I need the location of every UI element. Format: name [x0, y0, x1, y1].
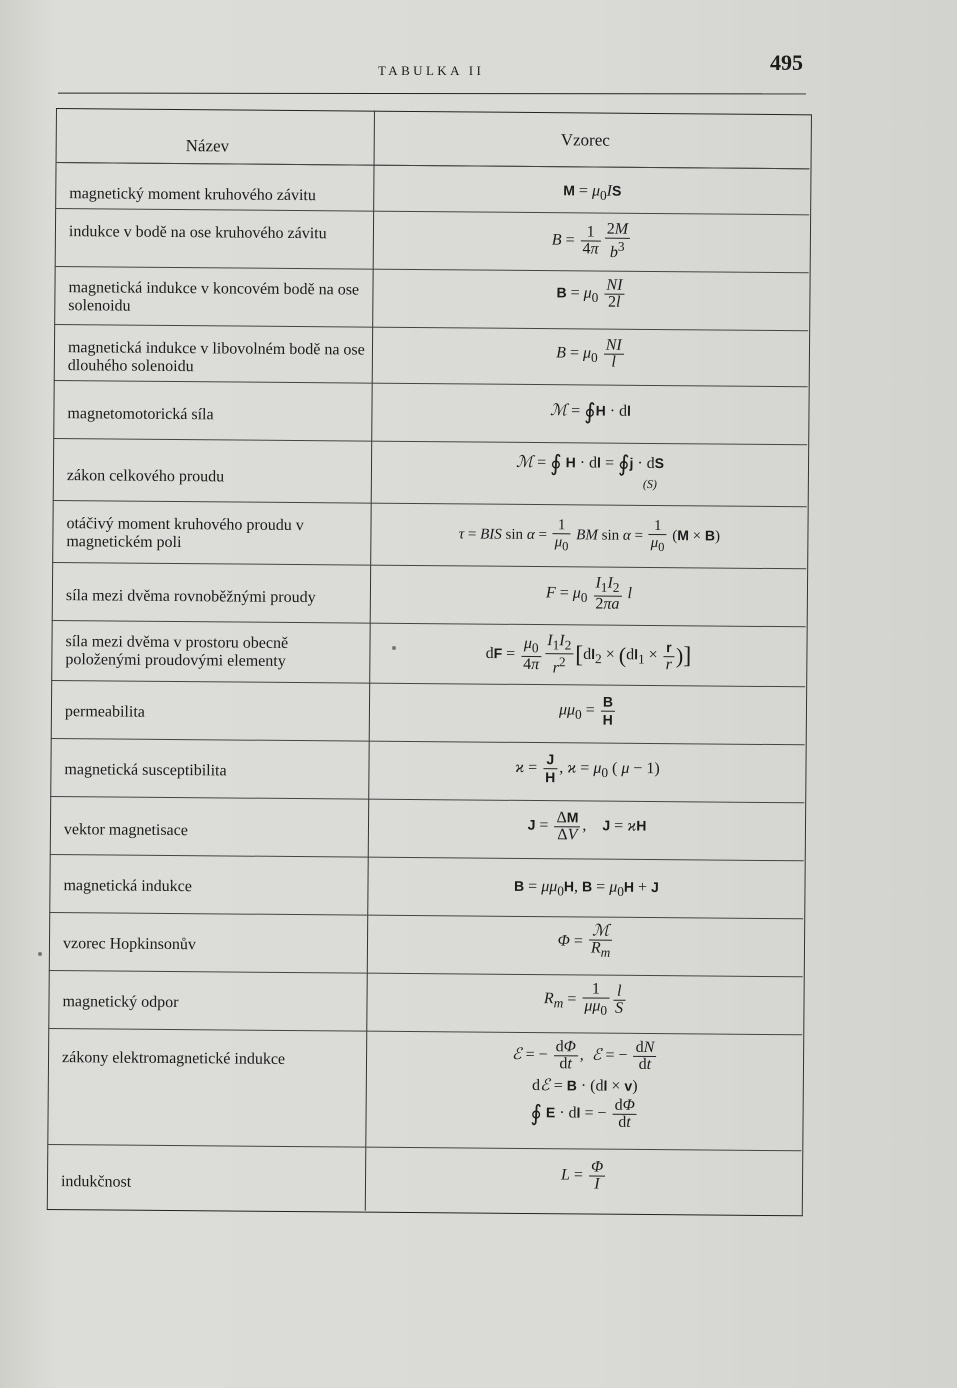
row-name: magnetomotorická síla — [67, 405, 214, 424]
row-formula: dF = $\frac{\mu_0}{4\pi}$ $\frac{I_1I_2}{r^2}$ [$dl_2 \times (dl_1$ × $\frac{r}{r}$ )] — [485, 632, 692, 677]
print-speck — [38, 952, 42, 956]
row-name: magnetická indukce v libovolném bodě na ose dlouhého solenoidu — [67, 339, 365, 376]
page-number: 495 — [770, 50, 803, 75]
row-formula: J = $\frac{\Delta M}{\Delta V}$ , J = ϰH — [527, 809, 647, 844]
row-formula: $F = \mu_0$ $\frac{I_1I_2}{2\pi a}$ l — [545, 574, 633, 613]
row-name: magnetická indukce — [63, 877, 192, 896]
row-name: indukce v bodě na ose kruhového závitu — [68, 223, 327, 243]
row-name: magnetický odpor — [62, 993, 179, 1012]
row-formula: $R_m$ = $\frac{1}{\mu\mu_0}$ $\frac{l}{S}$ — [370, 980, 800, 1021]
row-formula: τ = BIS sin α = $\frac{1}{\mu_0}$ BM sin α = $\frac{1}{\mu_0}$ (M × B) — [458, 517, 721, 555]
formula-table — [47, 108, 836, 1216]
table-row — [52, 562, 806, 627]
row-name: vzorec Hopkinsonův — [62, 935, 196, 954]
row-formula: ℳ = ∮ H · dl = ∮j · dS (S) — [375, 452, 805, 495]
row-formula: ℰ = − $\frac{d\Phi}{dt}$ , ℰ = − $\frac{dN}{dt}$ dℰ = B · (dl × v) ∮ E · dl = − $\frac{d\Phi}{dt}$ — [511, 1038, 655, 1131]
table-row — [55, 208, 809, 273]
row-formula: B = $\frac{1}{4\pi}$ $\frac{2M}{b^3}$ — [551, 220, 629, 262]
table-row — [50, 738, 804, 803]
table-row — [51, 620, 805, 687]
table-row — [51, 680, 805, 745]
row-name: síla mezi dvěma rovnoběžnými proudy — [65, 587, 316, 607]
row-formula: ϰ = $\frac{J}{H}$ , $ϰ = \mu_0$ ( μ − 1) — [515, 751, 660, 786]
table-row — [55, 162, 809, 215]
row-formula: $B = \mu_0$ $\frac{NI}{l}$ — [556, 336, 622, 371]
running-head — [0, 50, 957, 84]
column-header-formula: Vzorec — [560, 130, 610, 150]
table-row — [49, 912, 803, 977]
row-formula: $\mu\mu_0$ = $\frac{B}{H}$ — [558, 693, 614, 728]
row-name: otáčivý moment kruhového proudu v magnetickém poli — [66, 515, 304, 552]
row-formula: Φ = $\frac{\text{ℳ}}{R_m}$ — [371, 922, 801, 963]
row-formula: $B = \mu\mu_0H$, $B = \mu_0H + J$ — [514, 877, 659, 899]
row-name: indukčnost — [60, 1173, 132, 1191]
row-name: vektor magnetisace — [63, 821, 188, 840]
row-name: permeabilita — [64, 703, 145, 721]
table-row — [50, 796, 804, 861]
row-name: síla mezi dvěma v prostoru obecně položenými proudovými elementy — [65, 633, 289, 670]
table-row — [53, 380, 807, 445]
table-row — [53, 438, 808, 507]
table-row — [54, 324, 808, 387]
row-formula: ℳ = ∮H · dl — [549, 398, 632, 424]
table-row — [48, 970, 802, 1035]
table-row — [47, 1028, 802, 1151]
row-name: magnetická susceptibilita — [64, 761, 227, 780]
print-speck — [392, 646, 396, 650]
table-row — [54, 266, 808, 331]
row-name: magnetická indukce v koncovém bodě na ose solenoidu — [68, 279, 360, 315]
table-title: TABULKA II — [378, 63, 485, 78]
table-row — [47, 1144, 802, 1215]
column-header-name: Název — [185, 136, 230, 156]
row-name: zákony elektromagnetické indukce — [61, 1049, 286, 1068]
row-formula: L = $\frac{\Phi}{I}$ — [560, 1158, 604, 1193]
table-row — [52, 500, 807, 569]
surface-note: (S) — [642, 477, 657, 492]
row-name: magnetický moment kruhového závitu — [69, 185, 316, 205]
row-name: zákon celkového proudu — [66, 467, 225, 486]
table-row — [49, 854, 803, 919]
row-formula: $B = \mu_0$ $\frac{NI}{2l}$ — [556, 276, 623, 311]
row-formula: $M = \mu_0IS$ — [563, 182, 622, 203]
